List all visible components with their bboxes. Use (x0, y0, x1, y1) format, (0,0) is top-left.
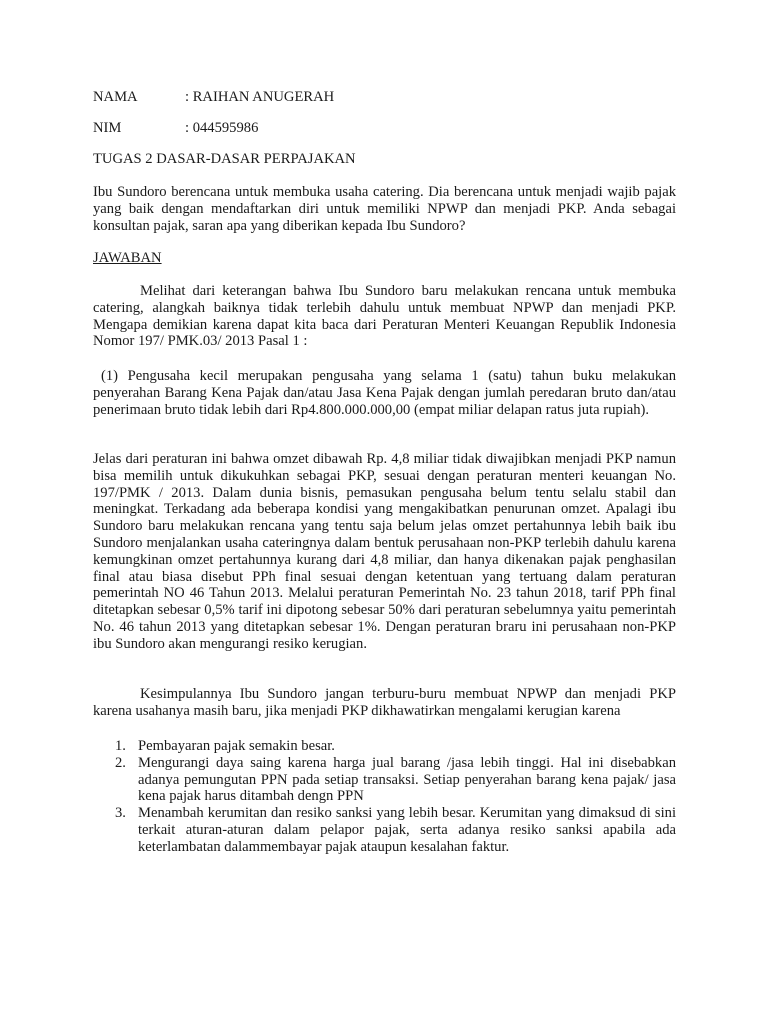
name-value: : RAIHAN ANUGERAH (185, 89, 335, 105)
assignment-title: TUGAS 2 DASAR-DASAR PERPAJAKAN (93, 151, 356, 167)
question-paragraph: Ibu Sundoro berencana untuk membuka usaha catering. Dia berencana untuk menjadi wajib pajak yang baik dengan mendaftarkan diri untuk memiliki NPWP dan menjadi PKP. Anda sebagai konsultan pajak, saran apa yang diberikan kepada Ibu Sundoro? (93, 184, 676, 234)
conclusion-paragraph: Kesimpulannya Ibu Sundoro jangan terburu-buru membuat NPWP dan menjadi PKP karena usahanya masih baru, jika menjadi PKP dikhawatirkan mengalami kerugian karena (93, 686, 676, 719)
list-item-text: Menambah kerumitan dan resiko sanksi yang lebih besar. Kerumitan yang dimaksud di sini terkait aturan-aturan dalam pelapor pajak, serta adanya resiko sanksi apabila ada keterlambatan dalammembayar pajak ataupun kesalahan faktur. (138, 805, 676, 855)
list-item-text: Pembayaran pajak semakin besar. (138, 738, 335, 754)
nim-row (93, 120, 258, 137)
nim-value: : 044595986 (185, 120, 259, 136)
list-item-number: 2. (115, 754, 126, 771)
analysis-paragraph: Jelas dari peraturan ini bahwa omzet dibawah Rp. 4,8 miliar tidak diwajibkan menjadi PKP namun bisa memilih untuk dikukuhkan sebagai PKP, sesuai dengan peraturan menteri keuangan No. 197/PMK / 2013. Dalam dunia bisnis, pemasukan pengusaha belum tentu selalu stabil dan meningkat. Terkadang ada beberapa kondisi yang mengakibatkan penurunan omzet. Apalagi ibu Sundoro baru melakukan rencana yang tentu saja belum jelas omzet pertahunnya lebih baik ibu Sundoro menjalankan usaha cateringnya dalam bentuk perusahaan non-PKP terlebih dahulu karena kemungkinan omzet pertahunnya kurang dari 4,8 miliar, dan hanya dikenakan pajak penghasilan final atau biasa disebut PPh final sesuai dengan ketentuan yang tertuang dalam peraturan pemerintah NO 46 Tahun 2013. Melalui peraturan Pemerintah No. 23 tahun 2018, tarif PPh final ditetapkan sebesar 0,5% tarif ini dipotong sebesar 50% dari peraturan sebelumnya yaitu pemerintah No. 46 tahun 2013 yang ditetapkan sebesar 1%. Dengan peraturan braru ini perusahaan non-PKP ibu Sundoro akan mengurangi resiko kerugian. (93, 451, 676, 652)
list-item (93, 755, 676, 805)
list-item-text: Mengurangi daya saing karena harga jual barang /jasa lebih tinggi. Hal ini disebabkan adanya pemungutan PPN pada setiap transaksi. Setiap penyerahan barang kena pajak/ jasa kena pajak harus ditambah dengn PPN (138, 754, 676, 805)
list-item (93, 805, 676, 855)
list-item-number: 3. (115, 805, 126, 822)
name-row (93, 89, 334, 106)
nim-label: NIM (93, 120, 122, 136)
intro-paragraph: Melihat dari keterangan bahwa Ibu Sundoro baru melakukan rencana untuk membuka catering, alangkah baiknya tidak terlebih dahulu untuk membuat NPWP dan menjadi PKP. Mengapa demikian karena dapat kita baca dari Peraturan Menteri Keuangan Republik Indonesia Nomor 197/ PMK.03/ 2013 Pasal 1 : (93, 283, 676, 350)
list-item-number: 1. (115, 738, 126, 754)
list-item (93, 738, 676, 755)
name-label: NAMA (93, 89, 138, 105)
reasons-list (93, 738, 676, 856)
answer-heading: JAWABAN (93, 250, 162, 266)
regulation-paragraph: (1) Pengusaha kecil merupakan pengusaha yang selama 1 (satu) tahun buku melakukan penyerahan Barang Kena Pajak dan/atau Jasa Kena Pajak dengan jumlah peredaran bruto dan/atau penerimaan bruto tidak lebih dari Rp4.800.000.000,00 (empat miliar delapan ratus juta rupiah). (93, 368, 676, 418)
